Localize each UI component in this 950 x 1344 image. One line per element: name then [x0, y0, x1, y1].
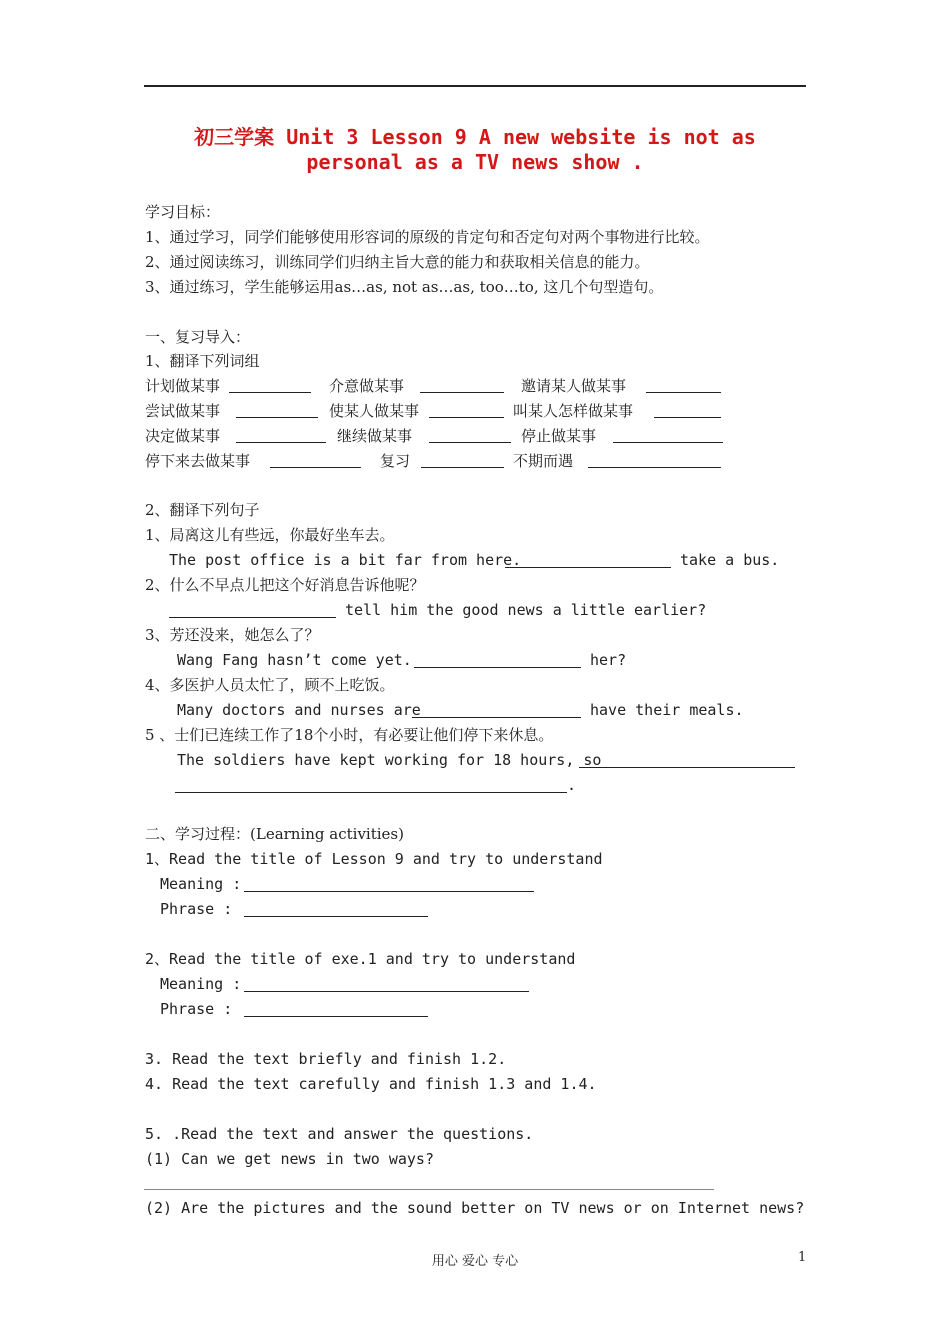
phrase-label: 介意做某事: [329, 377, 405, 395]
phrase-label: 决定做某事: [145, 427, 221, 445]
header-rule: [144, 85, 806, 87]
phrase-label: 邀请某人做某事: [521, 377, 627, 395]
answer-blank[interactable]: [505, 553, 671, 568]
process-item-1: 1、Read the title of Lesson 9 and try to understand: [145, 850, 603, 868]
sentence-en-pre: Many doctors and nurses are: [177, 701, 421, 719]
question-2: (2) Are the pictures and the sound better on TV news or on Internet news?: [145, 1199, 805, 1217]
sentence-cn: 4、多医护人员太忙了，顾不上吃饭。: [145, 676, 395, 694]
answer-blank[interactable]: [613, 428, 723, 443]
answer-blank[interactable]: [579, 753, 795, 768]
objective-item: 1、通过学习，同学们能够使用形容词的原级的肯定句和否定句对两个事物进行比较。: [145, 228, 710, 246]
answer-blank[interactable]: [412, 703, 581, 718]
objectives-heading: 学习目标：: [145, 203, 221, 221]
answer-blank[interactable]: [270, 453, 361, 468]
sentence-en-pre: Wang Fang hasn’t come yet.: [177, 651, 412, 669]
phrase-label: 使某人做某事: [329, 402, 420, 420]
sentence-cn: 1、局离这儿有些远，你最好坐车去。: [145, 526, 395, 544]
answer-blank[interactable]: [414, 653, 581, 668]
answer-blank[interactable]: [236, 403, 318, 418]
phrase-label: 叫某人怎样做某事: [513, 402, 634, 420]
answer-blank[interactable]: [175, 778, 567, 793]
page-number: 1: [798, 1250, 807, 1265]
sentences-subheading: 2、翻译下列句子: [145, 501, 260, 519]
phrases-subheading: 1、翻译下列词组: [145, 352, 260, 370]
phrase-label: 复习: [380, 452, 411, 470]
objective-item: 3、通过练习，学生能够运用as…as, not as…as, too…to, 这几个句型造句。: [145, 278, 664, 296]
process-item-3: 3. Read the text briefly and finish 1.2.: [145, 1050, 507, 1068]
page-title-line1: 初三学案 Unit 3 Lesson 9 A new website is not as: [194, 125, 756, 149]
phrase-label: 停止做某事: [521, 427, 597, 445]
answer-blank[interactable]: [654, 403, 721, 418]
answer-blank[interactable]: [169, 603, 336, 618]
sentence-en-pre: The soldiers have kept working for 18 hours, so: [177, 751, 602, 769]
sentence-cn: 2、什么不早点儿把这个好消息告诉他呢？: [145, 576, 425, 594]
process-item-4: 4. Read the text carefully and finish 1.3 and 1.4.: [145, 1075, 597, 1093]
phrase-label: 继续做某事: [337, 427, 413, 445]
sentence-end-period: .: [567, 776, 577, 794]
question-1: (1) Can we get news in two ways?: [145, 1150, 434, 1168]
answer-blank[interactable]: [429, 403, 504, 418]
answer-blank[interactable]: [429, 428, 511, 443]
sentence-en-post: her?: [590, 651, 627, 669]
process-item-2: 2、Read the title of exe.1 and try to understand: [145, 950, 576, 968]
phrase-label: 计划做某事: [145, 377, 221, 395]
phrase-field-label: Phrase :: [160, 1000, 233, 1018]
page-footer: 用心 爱心 专心: [431, 1254, 519, 1269]
process-heading: 二、学习过程：(Learning activities): [145, 825, 404, 843]
process-item-5: 5. .Read the text and answer the questions.: [145, 1125, 534, 1143]
sentence-en-pre: The post office is a bit far from here.: [169, 551, 522, 569]
answer-blank[interactable]: [236, 428, 326, 443]
answer-blank[interactable]: [244, 877, 534, 892]
answer-blank[interactable]: [588, 453, 721, 468]
sentence-cn: 5 、士们已连续工作了18个小时，有必要让他们停下来休息。: [145, 726, 554, 744]
sentence-en-post: have their meals.: [590, 701, 744, 719]
page-title-line2: personal as a TV news show .: [306, 150, 644, 174]
review-heading: 一、复习导入：: [145, 328, 251, 346]
phrase-label: 不期而遇: [513, 452, 574, 470]
sentence-cn: 3、芳还没来，她怎么了？: [145, 626, 320, 644]
phrase-label: 停下来去做某事: [145, 452, 251, 470]
answer-line[interactable]: [144, 1189, 714, 1190]
meaning-label: Meaning :: [160, 875, 242, 893]
sentence-en-post: tell him the good news a little earlier?: [345, 601, 707, 619]
meaning-label: Meaning :: [160, 975, 242, 993]
phrase-label: 尝试做某事: [145, 402, 221, 420]
answer-blank[interactable]: [244, 977, 529, 992]
answer-blank[interactable]: [229, 378, 311, 393]
answer-blank[interactable]: [244, 1002, 428, 1017]
answer-blank[interactable]: [244, 902, 428, 917]
answer-blank[interactable]: [646, 378, 721, 393]
phrase-field-label: Phrase :: [160, 900, 233, 918]
objective-item: 2、通过阅读练习，训练同学们归纳主旨大意的能力和获取相关信息的能力。: [145, 253, 650, 271]
answer-blank[interactable]: [420, 378, 504, 393]
answer-blank[interactable]: [421, 453, 504, 468]
sentence-en-post: take a bus.: [680, 551, 780, 569]
